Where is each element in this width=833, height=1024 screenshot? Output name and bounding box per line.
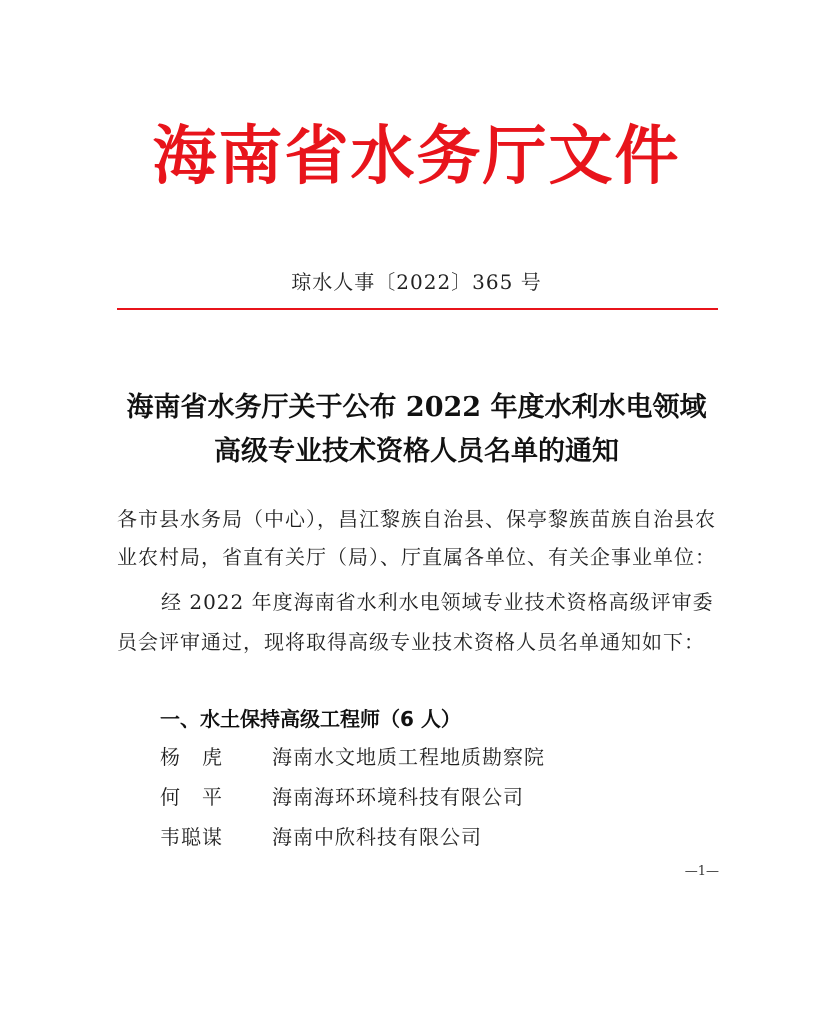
page-number: —1— — [684, 864, 719, 879]
person-list — [160, 741, 720, 861]
person-organization: 海南水文地质工程地质勘察院 — [272, 745, 545, 769]
body-paragraph: 经 2022 年度海南省水利水电领域专业技术资格高级评审委员会评审通过，现将取得高级专业技术资格人员名单通知如下： — [117, 590, 714, 654]
document-title — [0, 386, 833, 474]
issuer-title: 海南省水务厅文件 — [152, 120, 681, 194]
document-title-line-1: 海南省水务厅关于公布 2022 年度水利水电领域 — [126, 392, 707, 423]
person-name: 何 平 — [160, 785, 223, 809]
person-row — [160, 781, 720, 821]
salutation: 各市县水务局（中心），昌江黎族自治县、保亭黎族苗族自治县农业农村局，省直有关厅（局）、厅直属各单位、有关企事业单位： — [117, 507, 716, 569]
person-organization: 海南海环环境科技有限公司 — [272, 785, 524, 809]
person-name: 韦聪谋 — [160, 825, 223, 849]
section-heading: 一、水土保持高级工程师（6 人） — [160, 707, 461, 731]
person-organization: 海南中欣科技有限公司 — [272, 825, 482, 849]
document-number: 琼水人事〔2022〕365 号 — [291, 270, 542, 294]
red-divider-line — [117, 308, 718, 310]
person-row — [160, 741, 720, 781]
person-name: 杨 虎 — [160, 745, 223, 769]
person-row — [160, 821, 720, 861]
document-title-line-2: 高级专业技术资格人员名单的通知 — [214, 436, 619, 467]
